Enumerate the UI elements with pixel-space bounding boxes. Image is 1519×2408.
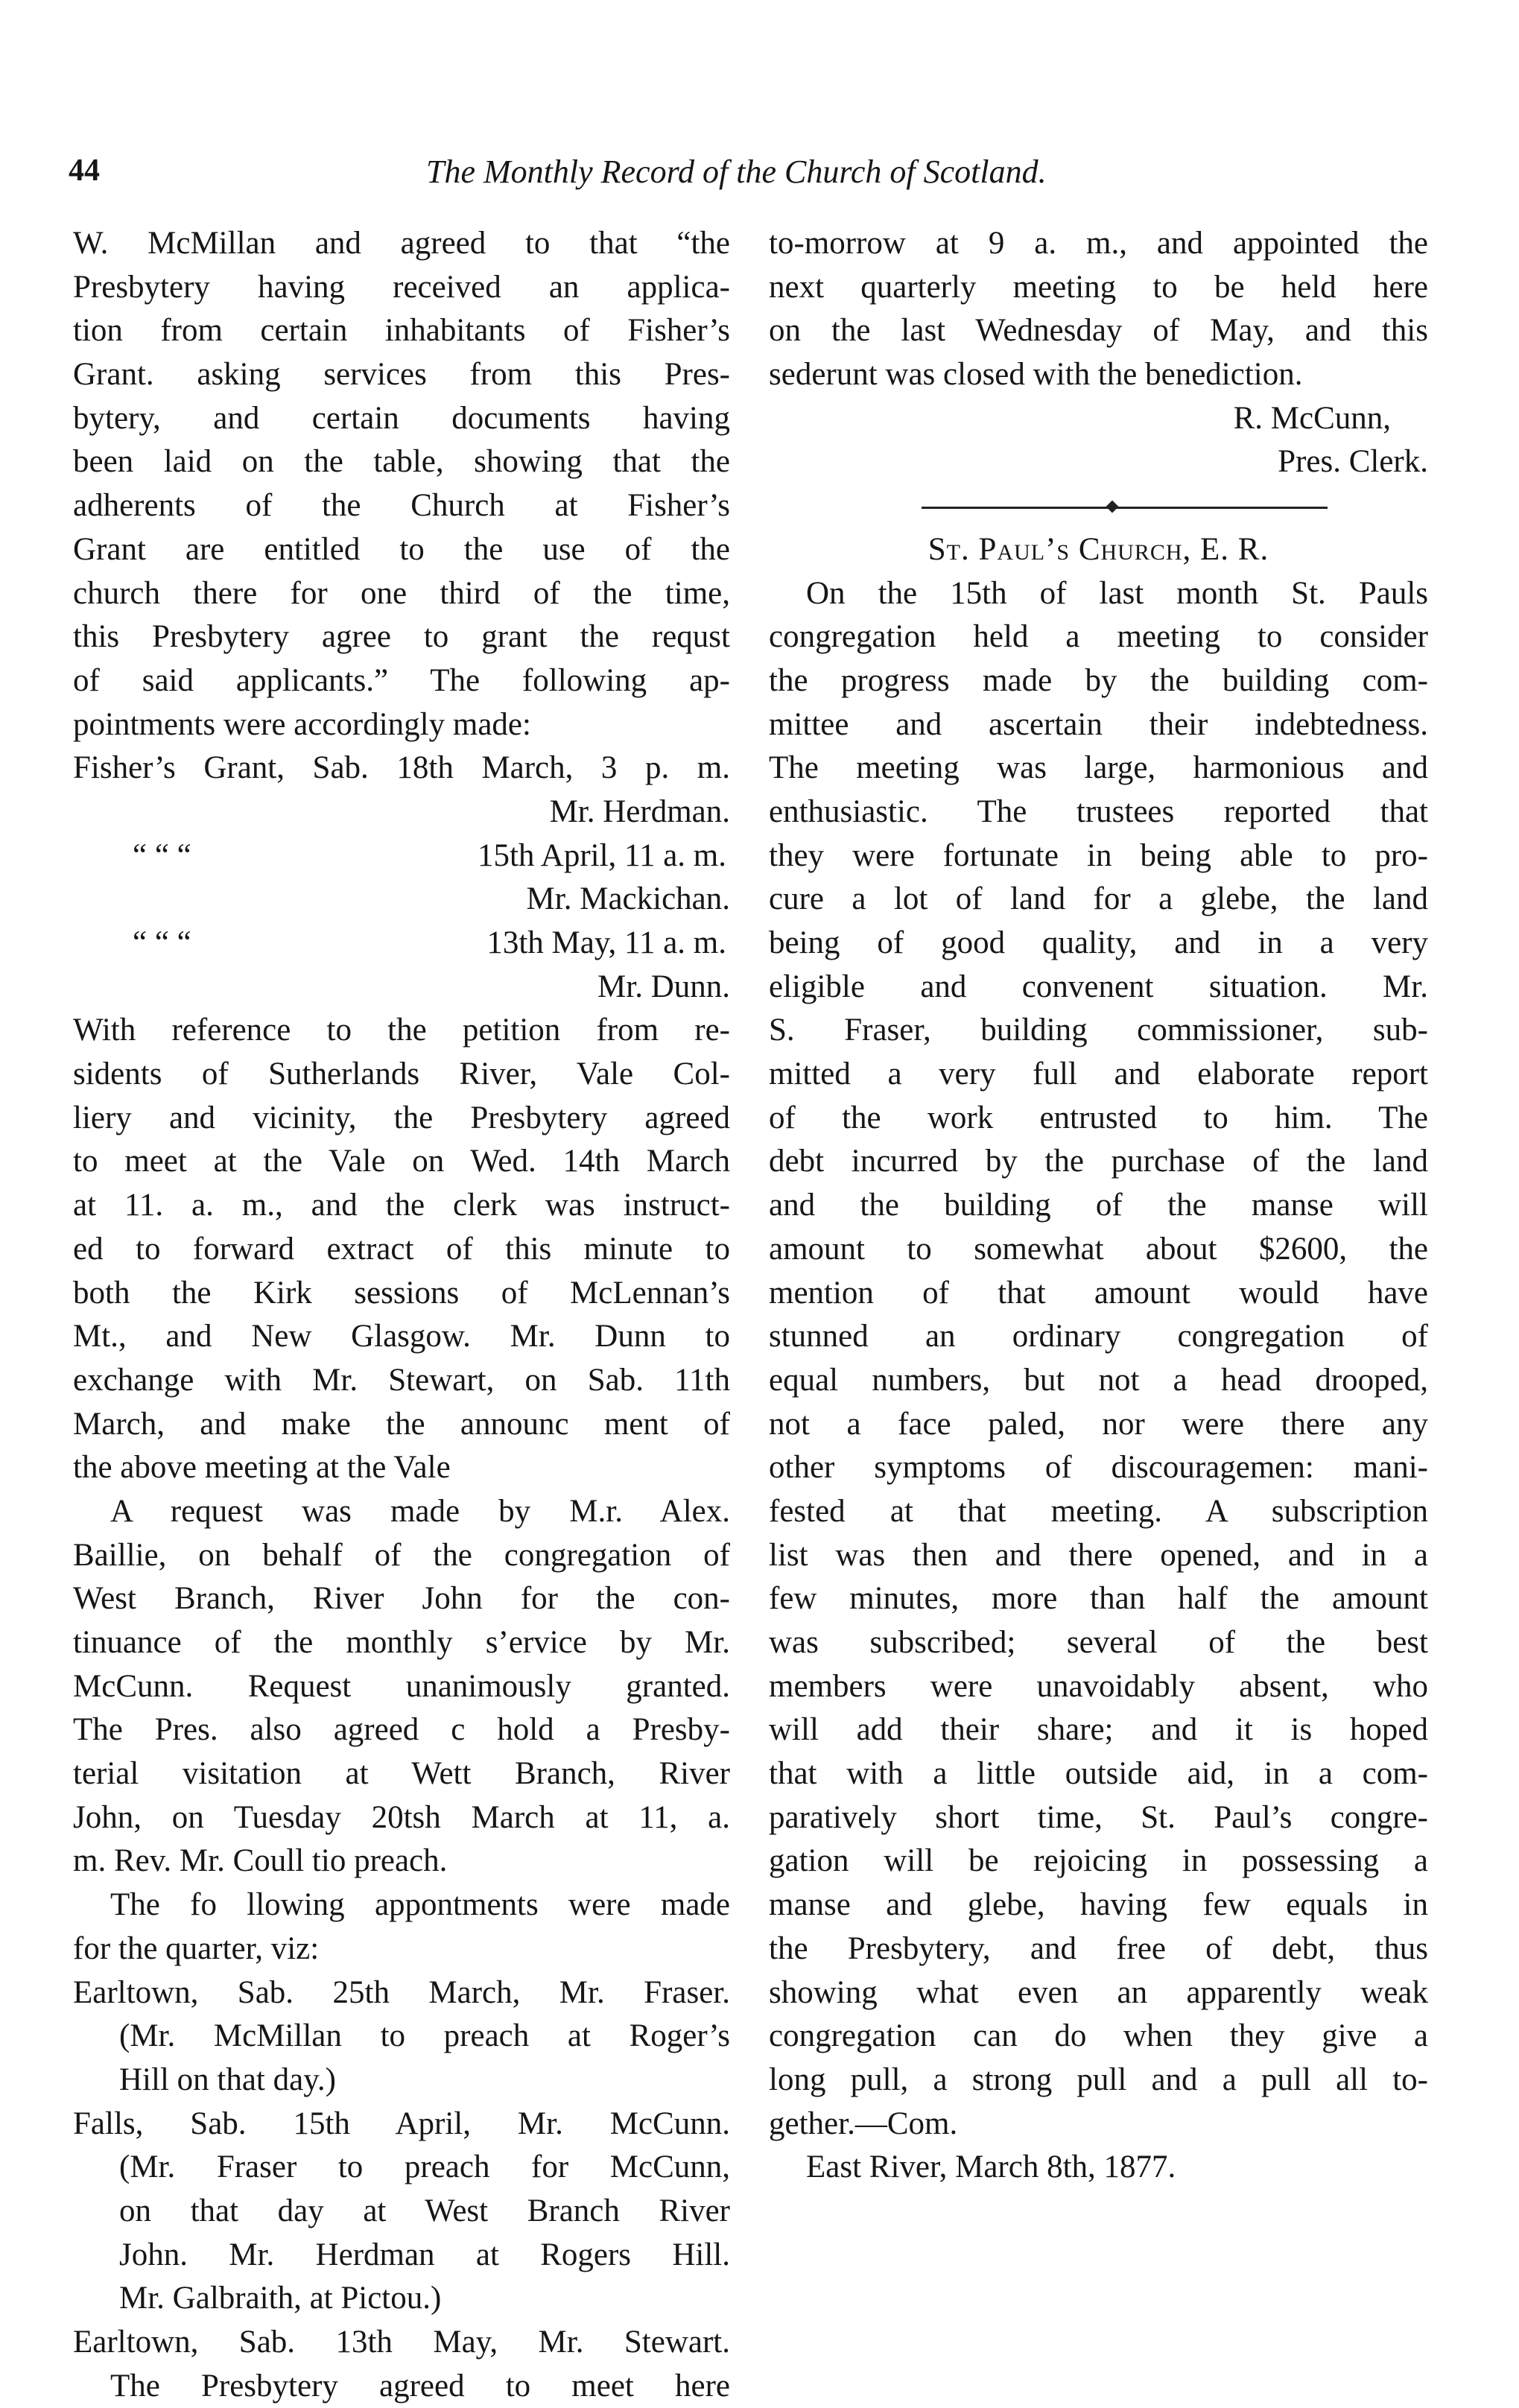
text-line: Baillie, on behalf of the congregation of <box>73 1537 730 1573</box>
text-line: West Branch, River John for the con- <box>73 1581 730 1617</box>
text-line: debt incurred by the purchase of the land <box>769 1144 1428 1179</box>
text-line: tion from certain inhabitants of Fisher’s <box>73 313 730 349</box>
dateline: East River, March 8th, 1877. <box>806 2149 1176 2185</box>
text-line: ed to forward extract of this minute to <box>73 1231 730 1267</box>
schedule-line: Fisher’s Grant, Sab. 18th March, 3 p. m. <box>73 750 730 786</box>
text-line: S. Fraser, building commissioner, sub- <box>769 1013 1428 1048</box>
text-line: A request was made by M.r. Alex. <box>110 1493 730 1529</box>
text-line: mitted a very full and elaborate report <box>769 1056 1428 1092</box>
ditto-marks: “ “ “ <box>133 925 191 960</box>
text-line: members were unavoidably absent, who <box>769 1668 1428 1704</box>
text-line: mittee and ascertain their indebtedness. <box>769 706 1428 742</box>
appointment-schedule <box>73 747 730 1009</box>
text-line: The meeting was large, harmonious and <box>769 750 1428 786</box>
text-line: gether.—Com. <box>769 2106 958 2141</box>
text-line: Mt., and New Glasgow. Mr. Dunn to <box>73 1319 730 1354</box>
schedule-minister: Mr. Dunn. <box>597 969 730 1004</box>
divider-ornament <box>1106 501 1119 513</box>
text-line: congregation can do when they give a <box>769 2018 1428 2054</box>
right-column <box>769 222 1428 2190</box>
text-line: will add their share; and it is hoped <box>769 1712 1428 1748</box>
appointment-note: (Mr. Fraser to preach for McCunn, <box>119 2149 730 2185</box>
text-line: m. Rev. Mr. Coull tio preach. <box>73 1843 448 1879</box>
ditto-marks: “ “ “ <box>133 837 191 873</box>
text-line: both the Kirk sessions of McLennan’s <box>73 1275 730 1311</box>
text-line: bytery, and certain documents having <box>73 400 730 436</box>
text-line: John, on Tuesday 20tsh March at 11, a. <box>73 1799 730 1835</box>
text-line: not a face paled, nor were there any <box>769 1406 1428 1442</box>
section-divider <box>769 484 1428 528</box>
text-line: amount to somewhat about $2600, the <box>769 1231 1428 1267</box>
paragraph-quarter-appointments <box>73 1883 730 2408</box>
text-line: paratively short time, St. Paul’s congre- <box>769 1799 1428 1835</box>
paragraph-st-pauls-report <box>769 572 1428 2146</box>
appointment-note: Hill on that day.) <box>119 2062 336 2097</box>
appointment-note: Mr. Galbraith, at Pictou.) <box>119 2281 442 2316</box>
text-line: to-morrow at 9 a. m., and appointed the <box>769 226 1428 261</box>
signature-title: Pres. Clerk. <box>1278 444 1428 480</box>
appointment-line: Earltown, Sab. 13th May, Mr. Stewart. <box>73 2325 730 2360</box>
left-column <box>73 222 730 2408</box>
text-line: of the work entrusted to him. The <box>769 1100 1428 1135</box>
text-line: Grant are entitled to the use of the <box>73 531 730 567</box>
text-line: With reference to the petition from re- <box>73 1013 730 1048</box>
text-line: W. McMillan and agreed to that “the <box>73 226 730 261</box>
text-line: for the quarter, viz: <box>73 1930 320 1966</box>
text-line: on the last Wednesday of May, and this <box>769 313 1428 349</box>
text-line: tinuance of the monthly s’ervice by Mr. <box>73 1625 730 1660</box>
schedule-line <box>73 922 730 966</box>
text-line: that with a little outside aid, in a com- <box>769 1756 1428 1792</box>
appointment-note: (Mr. McMillan to preach at Roger’s <box>119 2018 730 2054</box>
text-line: Presbytery having received an applica- <box>73 269 730 305</box>
text-line: next quarterly meeting to be held here <box>769 269 1428 305</box>
appointment-note: on that day at West Branch River <box>119 2193 730 2228</box>
page-number: 44 <box>69 153 100 188</box>
text-line: pointments were accordingly made: <box>73 706 531 742</box>
paragraph-west-branch-request <box>73 1490 730 1883</box>
text-line: On the 15th of last month St. Pauls <box>806 575 1428 611</box>
text-line: at 11. a. m., and the clerk was instruct- <box>73 1188 730 1223</box>
text-line: liery and vicinity, the Presbytery agreed <box>73 1100 730 1135</box>
appointment-line: Falls, Sab. 15th April, Mr. McCunn. <box>73 2106 730 2141</box>
text-line: The fo llowing appontments were made <box>110 1887 730 1923</box>
text-line: being of good quality, and in a very <box>769 925 1428 960</box>
text-line: other symptoms of discouragemen: mani- <box>769 1450 1428 1486</box>
text-line: Grant. asking services from this Pres- <box>73 357 730 393</box>
running-title: The Monthly Record of the Church of Scotland. <box>426 153 1047 190</box>
text-line: equal numbers, but not a head drooped, <box>769 1362 1428 1398</box>
section-heading: St. Paul’s Church, E. R. <box>927 531 1269 567</box>
text-line: church there for one third of the time, <box>73 575 730 611</box>
paragraph-fishers-grant <box>73 222 730 747</box>
text-line: sederunt was closed with the benediction. <box>769 357 1303 393</box>
text-line: they were fortunate in being able to pro- <box>769 837 1428 873</box>
text-line: McCunn. Request unanimously granted. <box>73 1668 730 1704</box>
text-line: of said applicants.” The following ap- <box>73 662 730 698</box>
text-line: adherents of the Church at Fisher’s <box>73 488 730 524</box>
signature-name: R. McCunn, <box>1233 400 1391 436</box>
text-line: eligible and convenent situation. Mr. <box>769 969 1428 1004</box>
text-line: The Presbytery agreed to meet here <box>110 2368 730 2404</box>
text-line: The Pres. also agreed c hold a Presby- <box>73 1712 730 1748</box>
text-line: the Presbytery, and free of debt, thus <box>769 1930 1428 1966</box>
text-line: been laid on the table, showing that the <box>73 444 730 480</box>
text-line: stunned an ordinary congregation of <box>769 1319 1428 1354</box>
text-line: cure a lot of land for a glebe, the land <box>769 881 1428 917</box>
text-line: sidents of Sutherlands River, Vale Col- <box>73 1056 730 1092</box>
text-line: few minutes, more than half the amount <box>769 1581 1428 1617</box>
page-header <box>69 153 1186 197</box>
text-line: mention of that amount would have <box>769 1275 1428 1311</box>
text-line: enthusiastic. The trustees reported that <box>769 793 1428 829</box>
schedule-minister: Mr. Herdman. <box>549 793 730 829</box>
appointment-line: Earltown, Sab. 25th March, Mr. Fraser. <box>73 1974 730 2010</box>
paragraph-sutherlands-river <box>73 1009 730 1490</box>
text-line: showing what even an apparently weak <box>769 1974 1428 2010</box>
text-line: terial visitation at Wett Branch, River <box>73 1756 730 1792</box>
text-line: congregation held a meeting to consider <box>769 619 1428 655</box>
paragraph-minutes-close <box>769 222 1428 484</box>
schedule-minister: Mr. Mackichan. <box>526 881 730 917</box>
schedule-date: 13th May, 11 a. m. <box>486 925 726 960</box>
text-line: gation will be rejoicing in possessing a <box>769 1843 1428 1879</box>
schedule-line <box>73 834 730 878</box>
text-line: exchange with Mr. Stewart, on Sab. 11th <box>73 1362 730 1398</box>
text-line: was subscribed; several of the best <box>769 1625 1428 1660</box>
text-line: manse and glebe, having few equals in <box>769 1887 1428 1923</box>
text-line: this Presbytery agree to grant the requst <box>73 619 730 655</box>
text-line: March, and make the announc ment of <box>73 1406 730 1442</box>
text-line: list was then and there opened, and in a <box>769 1537 1428 1573</box>
text-line: long pull, a strong pull and a pull all to- <box>769 2062 1428 2097</box>
text-line: and the building of the manse will <box>769 1188 1428 1223</box>
text-line: the above meeting at the Vale <box>73 1450 451 1486</box>
text-line: to meet at the Vale on Wed. 14th March <box>73 1144 730 1179</box>
appointment-note: John. Mr. Herdman at Rogers Hill. <box>119 2237 730 2272</box>
text-line: fested at that meeting. A subscription <box>769 1493 1428 1529</box>
text-line: the progress made by the building com- <box>769 662 1428 698</box>
schedule-date: 15th April, 11 a. m. <box>477 837 726 873</box>
